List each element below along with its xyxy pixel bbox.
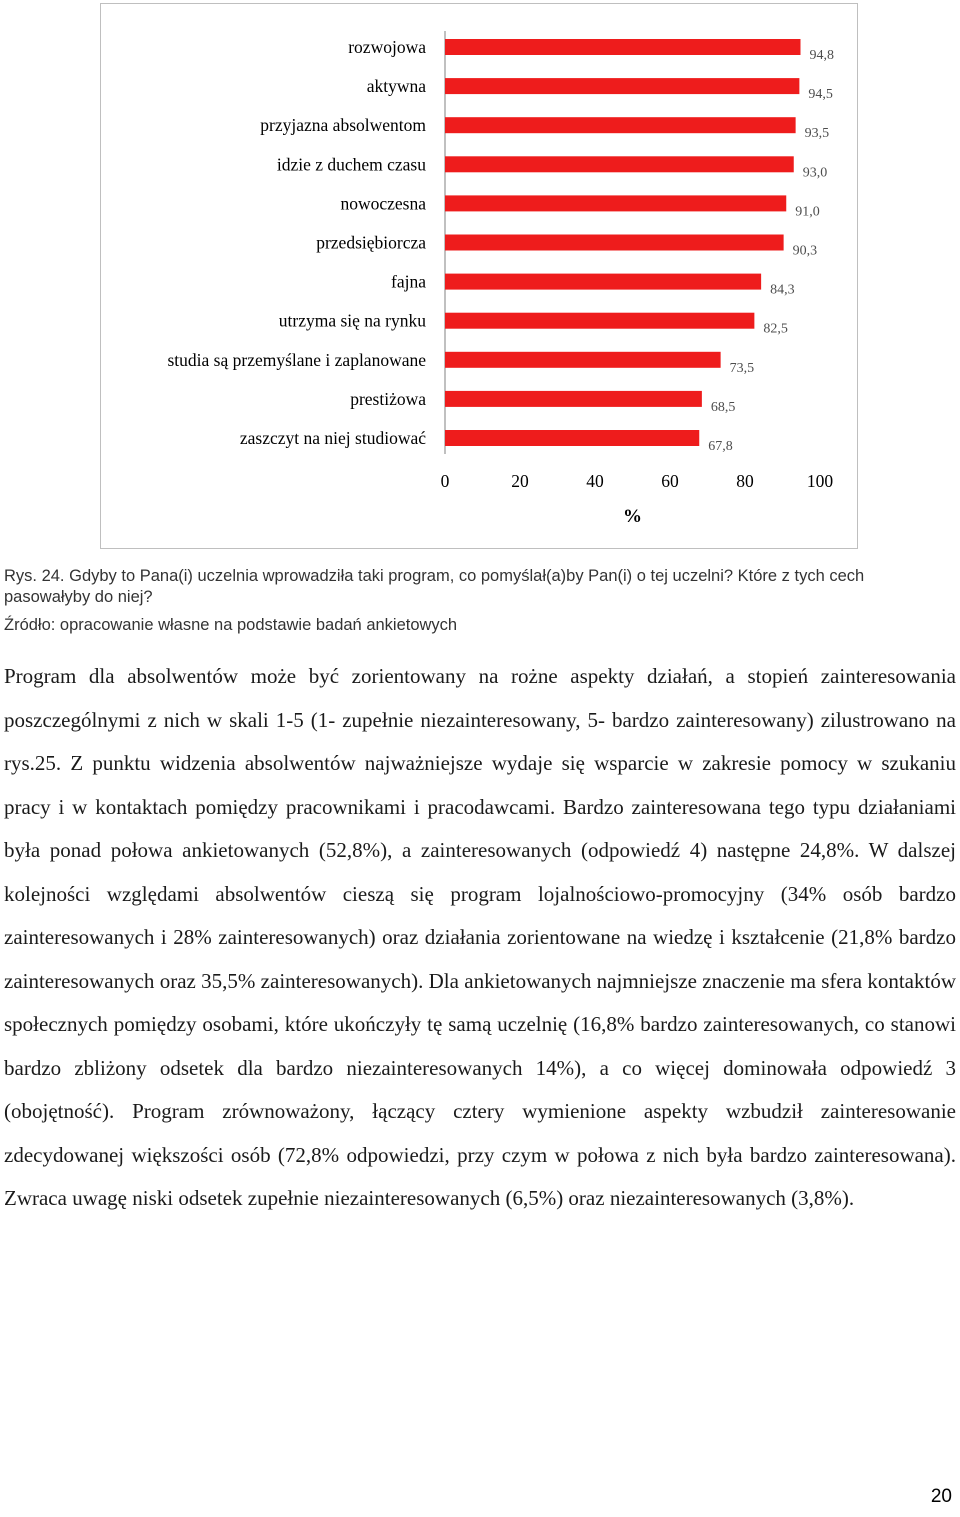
bar xyxy=(445,39,801,55)
x-tick-label: 80 xyxy=(736,471,754,491)
category-label: studia są przemyślane i zaplanowane xyxy=(167,349,426,370)
page-number: 20 xyxy=(930,1486,952,1507)
bar xyxy=(445,313,754,329)
x-tick-label: 60 xyxy=(661,471,679,491)
bar xyxy=(445,352,721,368)
value-label: 68,5 xyxy=(710,399,736,415)
x-tick-label: 0 xyxy=(440,471,450,491)
bar xyxy=(445,195,786,211)
bar-chart xyxy=(101,4,857,548)
value-label: 82,5 xyxy=(763,321,788,337)
category-label: fajna xyxy=(391,271,426,292)
value-label: 73,5 xyxy=(729,360,755,376)
category-label: aktywna xyxy=(366,76,426,97)
x-axis-label: % xyxy=(623,506,642,527)
category-label: zaszczyt na niej studiować xyxy=(239,428,426,448)
category-label: prestiżowa xyxy=(350,388,426,409)
category-label: przedsiębiorcza xyxy=(316,232,426,253)
value-label: 93,5 xyxy=(804,126,830,142)
value-label: 67,8 xyxy=(708,439,733,454)
x-tick-label: 20 xyxy=(511,471,529,491)
x-tick-label: 100 xyxy=(806,471,834,491)
category-label: idzie z duchem czasu xyxy=(276,154,426,175)
category-label: rozwojowa xyxy=(348,37,426,57)
bar xyxy=(445,156,794,172)
bar xyxy=(445,78,799,94)
bar xyxy=(445,274,761,290)
x-tick-label: 40 xyxy=(586,471,604,491)
body-paragraph: Program dla absolwentów może być zorientowany na rożne aspekty działań, a stopień zainteresowania poszczególnymi z nich w skali 1-5 (1- zupełnie niezainteresowany, 5- bardzo zainteresowany) zilustrowano na rys.25. Z punktu widzenia absolwentów najważniejsze wydaje się wsparcie w zakresie pomocy w szukaniu pracy i w kontaktach pomiędzy pracownikami i pracodawcami. Bardzo zainteresowana tego typu działaniami była ponad połowa ankietowanych (52,8%), a zainteresowanych (odpowiedź 4) następne 24,8%. W dalszej kolejności względami absolwentów cieszą się program lojalnościowo-promocyjny (34% osób bardzo zainteresowanych i 28% zainteresowanych) oraz działania zorientowane na wiedzę i kształcenie (21,8% bardzo zainteresowanych oraz 35,5% zainteresowanych). Dla ankietowanych najmniejsze znaczenie ma sfera kontaktów społecznych pomiędzy osobami, które ukończyły tę samą uczelnię (16,8% bardzo zainteresowanych, co stanowi bardzo zbliżony odsetek dla bardzo niezainteresowanych 14%), a co więcej dominowała odpowiedź 3 (obojętność). Program zrównoważony, łączący cztery wymienione aspekty wzbudził zainteresowanie zdecydowanej większości osób (72,8% odpowiedzi, przy czym w połowa z nich była bardzo zainteresowana). Zwraca uwagę niski odsetek zupełnie niezainteresowanych (6,5%) oraz niezainteresowanych (3,8%). xyxy=(4,664,956,1210)
category-label: przyjazna absolwentom xyxy=(260,115,426,136)
figure-caption: Rys. 24. Gdyby to Pana(i) uczelnia wprowadziła taki program, co pomyślał(a)by Pan(i) o tej uczelni? Które z tych cech pasowałyby do niej? xyxy=(4,567,865,606)
value-label: 84,3 xyxy=(770,282,795,298)
bar xyxy=(445,430,699,446)
value-label: 94,8 xyxy=(809,48,834,63)
value-label: 94,5 xyxy=(808,87,833,103)
bar xyxy=(445,235,784,251)
bar xyxy=(445,391,702,407)
value-label: 90,3 xyxy=(792,243,818,259)
category-label: utrzyma się na rynku xyxy=(278,310,426,331)
chart-frame xyxy=(100,3,858,549)
value-label: 91,0 xyxy=(795,204,820,220)
figure-source: Źródło: opracowanie własne na podstawie badań ankietowych xyxy=(4,616,458,634)
bar xyxy=(445,117,796,133)
category-label: nowoczesna xyxy=(340,193,426,214)
value-label: 93,0 xyxy=(802,165,828,181)
